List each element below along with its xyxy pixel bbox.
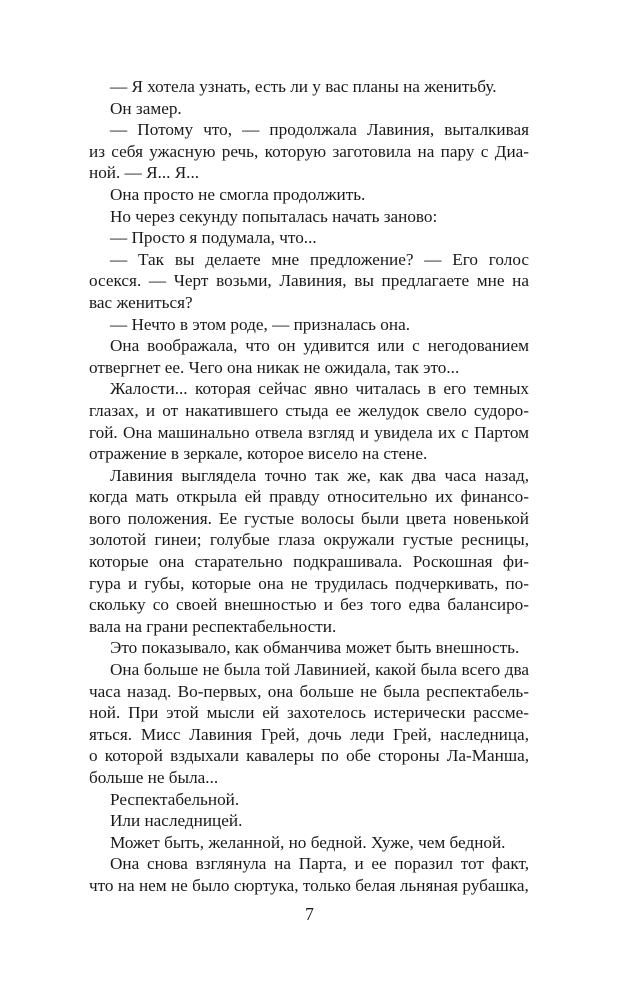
text-line: Респектабельной. — [110, 789, 240, 809]
text-line: что на нем не было сюртука, только белая льняная рубашка, — [89, 875, 529, 895]
text-line: яться. Мисс Лавиния Грей, дочь леди Грей, наследница, — [89, 724, 529, 744]
text-line: гой. Она машинально отвела взгляд и увидела их с Партом — [89, 422, 529, 442]
text-line: золотой гинеи; голубые глаза окружали густые ресницы, — [89, 530, 529, 550]
text-line: вала на грани респектабельности. — [89, 616, 337, 636]
text-line: — Нечто в этом роде, — призналась она. — [110, 314, 411, 334]
page-number: 7 — [305, 904, 314, 924]
text-line: — Просто я подумала, что... — [110, 228, 317, 248]
text-line: Это показывало, как обманчива может быть внешность. — [110, 638, 520, 658]
text-column — [89, 76, 529, 897]
text-line: из себя ужасную речь, которую заготовила на пару с Диа- — [89, 141, 529, 161]
text-line: вого положения. Ее густые волосы были цвета новенькой — [89, 508, 529, 528]
text-line: когда мать открыла ей правду относительно их финансо- — [89, 487, 529, 507]
text-line: Она просто не смогла продолжить. — [110, 184, 366, 204]
text-line: Она больше не была той Лавинией, какой была всего два — [110, 660, 529, 680]
text-line: Жалости... которая сейчас явно читалась в его темных — [110, 379, 529, 399]
text-line: скольку со своей внешностью и без того едва балансиро- — [89, 595, 529, 615]
text-line: часа назад. Во-первых, она больше не была респектабель- — [89, 681, 529, 701]
text-line: Он замер. — [110, 98, 182, 118]
text-line: — Потому что, — продолжала Лавиния, выталкивая — [110, 120, 529, 140]
text-line: глазах, и от накатившего стыда ее желудок свело судоро- — [89, 400, 529, 420]
text-line: отвергнет ее. Чего она никак не ожидала, так это... — [89, 357, 460, 377]
text-line: Или наследницей. — [110, 811, 243, 831]
text-line: Она снова взглянула на Парта, и ее поразил тот факт, — [110, 854, 529, 874]
text-line: осекся. — Черт возьми, Лавиния, вы предлагаете мне на — [89, 271, 529, 291]
text-line: о которой вздыхали кавалеры по обе стороны Ла-Манша, — [89, 746, 529, 766]
text-line: вас жениться? — [89, 292, 193, 312]
text-line: отражение в зеркале, которое висело на стене. — [89, 444, 428, 464]
text-line: Лавиния выглядела точно так же, как два часа назад, — [110, 465, 529, 485]
text-line: Она воображала, что он удивится или с негодованием — [110, 336, 529, 356]
text-line: которые она старательно подкрашивала. Роскошная фи- — [89, 552, 529, 572]
text-line: — Я хотела узнать, есть ли у вас планы на женитьбу. — [110, 77, 497, 96]
text-line: Может быть, желанной, но бедной. Хуже, чем бедной. — [110, 832, 506, 852]
text-line: ной. — Я... Я... — [89, 163, 200, 183]
text-line: Но через секунду попыталась начать заново: — [110, 206, 438, 226]
text-line: ной. При этой мысли ей захотелось истерически рассме- — [89, 703, 529, 723]
text-line: больше не была... — [89, 768, 219, 787]
text-line: — Так вы делаете мне предложение? — Его голос — [110, 249, 529, 269]
text-line: гура и губы, которые она не трудилась подчеркивать, по- — [89, 573, 529, 593]
